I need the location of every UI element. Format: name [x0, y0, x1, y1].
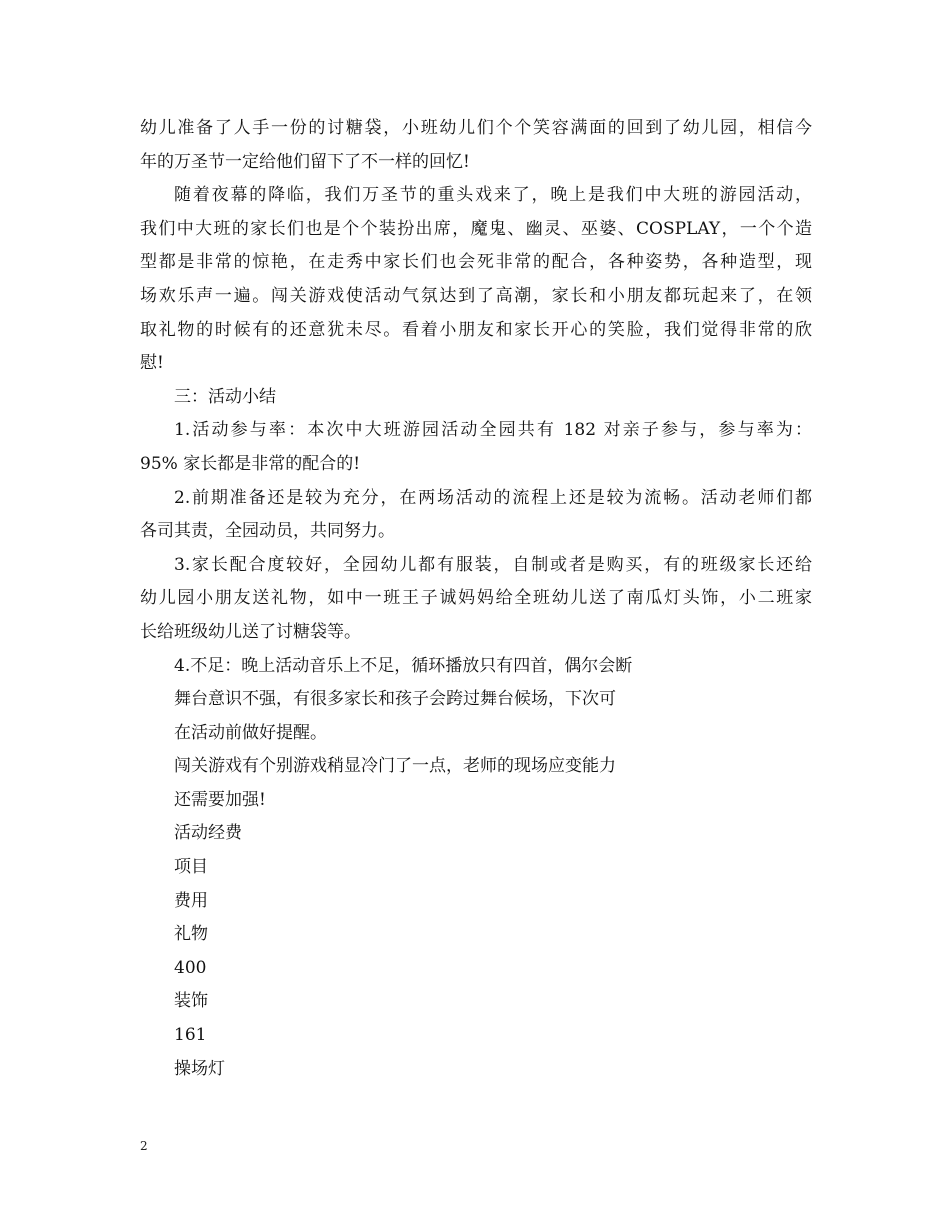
list-item: 活动经费	[174, 823, 242, 844]
text-line: 场欢乐声一遍。闯关游戏使活动气氛达到了高潮，家长和小朋友都玩起来了，在领	[140, 285, 812, 306]
list-item: 礼物	[174, 924, 208, 945]
text-line: 幼儿准备了人手一份的讨糖袋，小班幼儿们个个笑容满面的回到了幼儿园，相信今	[140, 118, 812, 138]
paragraph-halloween-continuation	[140, 112, 812, 179]
list-item: 闯关游戏有个别游戏稍显冷门了一点，老师的现场应变能力	[174, 756, 616, 777]
list-item: 装饰	[174, 991, 208, 1012]
list-item: 在活动前做好提醒。	[174, 722, 327, 743]
text-line: 年的万圣节一定给他们留下了不一样的回忆!	[140, 151, 470, 172]
text-line: 2.前期准备还是较为充分，在两场活动的流程上还是较为流畅。活动老师们都	[174, 487, 812, 508]
text-line: 1.活动参与率：本次中大班游园活动全园共有 182 对亲子参与，参与率为：	[174, 420, 812, 441]
paragraph-evening-activity	[140, 179, 812, 381]
list-item: 项目	[174, 857, 208, 878]
document-body	[140, 112, 812, 1086]
text-line: 各司其责，全园动员，共同努力。	[140, 521, 395, 542]
text-line: 取礼物的时候有的还意犹未尽。看着小朋友和家长开心的笑脸，我们觉得非常的欣	[140, 319, 812, 340]
paragraph-preparation	[140, 482, 812, 549]
list-item: 操场灯	[174, 1058, 225, 1079]
list-item: 4.不足：晚上活动音乐上不足，循环播放只有四首，偶尔会断	[174, 655, 633, 676]
text-line: 我们中大班的家长们也是个个装扮出席，魔鬼、幽灵、巫婆、COSPLAY，一个个造	[140, 218, 812, 239]
section-heading-summary	[140, 381, 812, 415]
text-line: 随着夜幕的降临，我们万圣节的重头戏来了，晚上是我们中大班的游园活动，	[174, 185, 812, 206]
list-item: 舞台意识不强，有很多家长和孩子会跨过舞台候场，下次可	[174, 689, 616, 710]
text-line: 慰!	[140, 353, 164, 374]
text-line: 长给班级幼儿送了讨糖袋等。	[140, 621, 361, 642]
page-number: 2	[140, 1139, 148, 1153]
paragraph-participation-rate	[140, 414, 812, 481]
text-line: 95% 家长都是非常的配合的!	[140, 453, 361, 474]
section-heading: 三：活动小结	[174, 386, 276, 407]
list-item: 400	[174, 957, 207, 978]
text-line: 幼儿园小朋友送礼物，如中一班王子诚妈妈给全班幼儿送了南瓜灯头饰，小二班家	[140, 588, 812, 609]
list-item: 费用	[174, 890, 208, 911]
list-item: 161	[174, 1025, 207, 1046]
shortcomings-and-expenses-list	[140, 650, 812, 1087]
list-item: 还需要加强!	[174, 789, 266, 810]
text-line: 3.家长配合度较好，全园幼儿都有服装，自制或者是购买，有的班级家长还给	[174, 554, 812, 575]
paragraph-parent-cooperation	[140, 549, 812, 650]
text-line: 型都是非常的惊艳，在走秀中家长们也会死非常的配合，各种姿势，各种造型，现	[140, 252, 812, 273]
